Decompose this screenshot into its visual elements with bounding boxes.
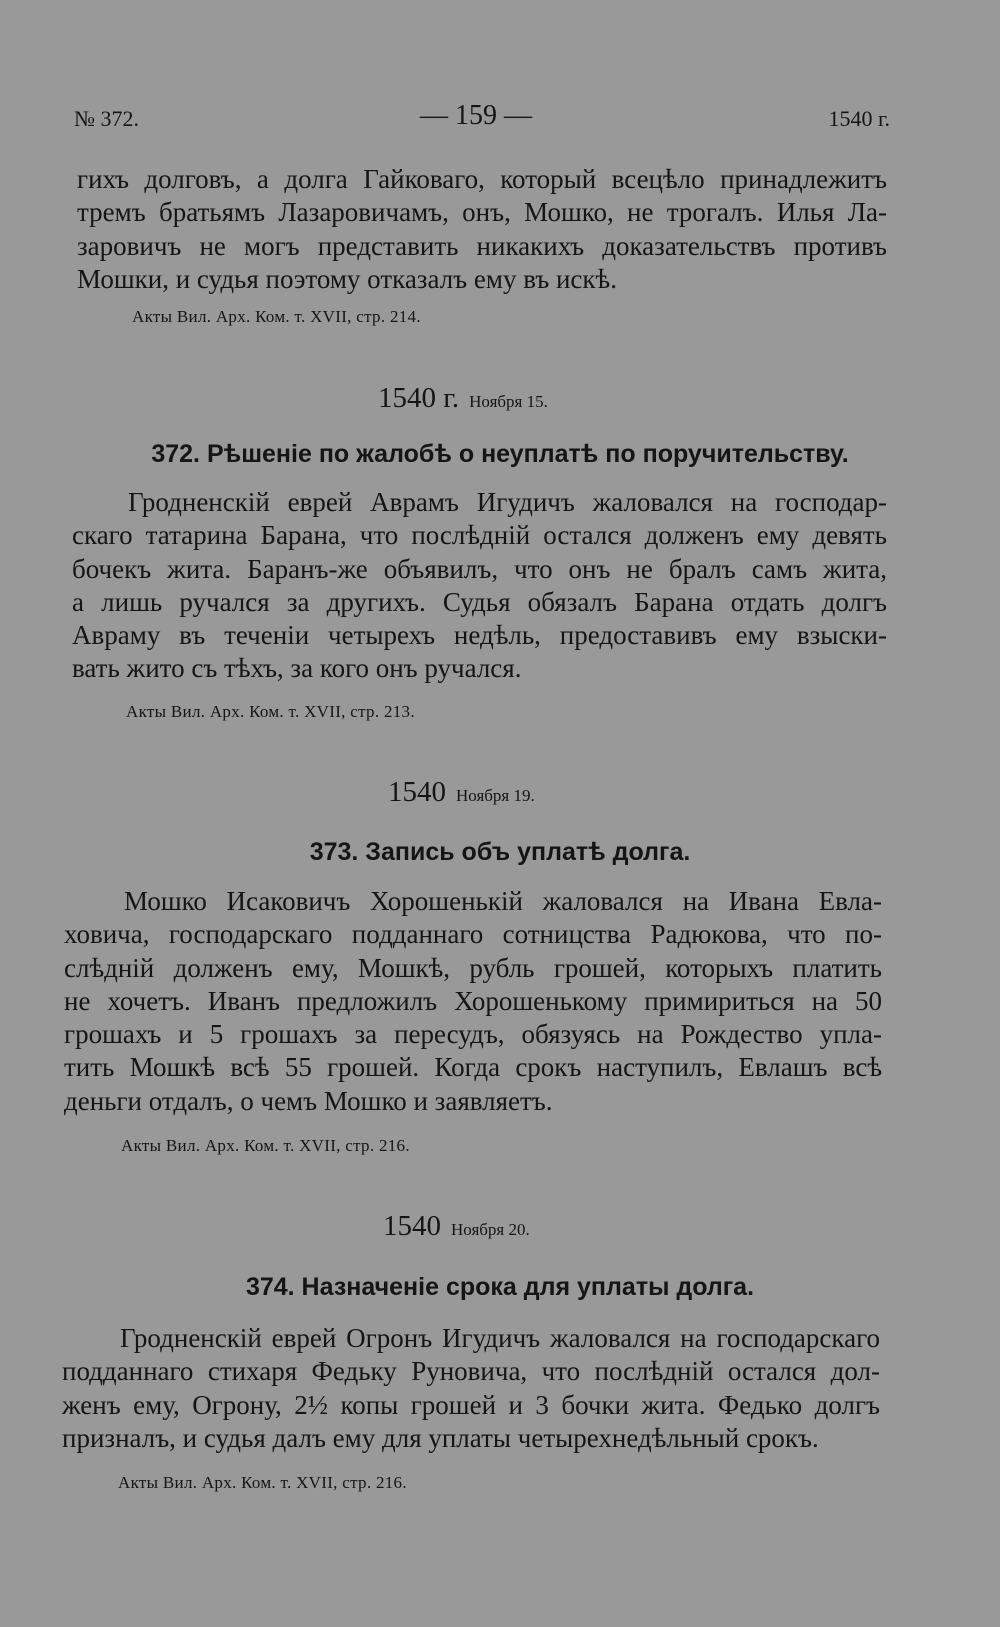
entry-date: [383, 1210, 530, 1243]
text-line: подданнаго стихаря Федьку Руновича, что послѣдній остался дол-: [62, 1356, 880, 1387]
source-citation: Акты Вил. Арх. Ком. т. XVII, стр. 214.: [132, 307, 421, 326]
entry-373-text: [64, 885, 882, 1118]
text-line: бочекъ жита. Баранъ-же объявилъ, что онъ не бралъ самъ жита,: [72, 553, 887, 584]
date-day: Ноября 19.: [456, 786, 535, 805]
text-line: женъ ему, Огрону, 2½ копы грошей и 3 бочки жита. Федько долгъ: [62, 1389, 880, 1420]
entry-374-text: [62, 1322, 880, 1455]
text-line: призналъ, и судья далъ ему для уплаты четырехнедѣльный срокъ.: [62, 1422, 819, 1453]
text-line: скаго татарина Барана, что послѣдній остался долженъ ему девять: [72, 520, 887, 551]
text-line: не хочетъ. Иванъ предложилъ Хорошенькому примириться на 50: [64, 985, 882, 1016]
text-line: Мошки, и судья поэтому отказалъ ему въ искѣ.: [77, 263, 617, 294]
running-year: 1540 г.: [828, 106, 890, 131]
date-year: 1540 г.: [378, 382, 460, 414]
text-line: Мошко Исаковичъ Хорошенькій жаловался на Ивана Евла-: [124, 886, 882, 916]
text-line: Гродненскій еврей Аврамъ Игудичъ жаловался на господар-: [128, 487, 887, 517]
entry-date: [378, 382, 548, 415]
source-citation: Акты Вил. Арх. Ком. т. XVII, стр. 216.: [121, 1136, 410, 1155]
text-line: тремъ братьямъ Лазаровичамъ, онъ, Мошко, не трогалъ. Илья Ла-: [77, 197, 887, 228]
date-year: 1540: [388, 776, 446, 808]
date-day: Ноября 15.: [469, 392, 548, 411]
text-line: гихъ долговъ, а долга Гайковаго, который всецѣло принадлежитъ: [77, 164, 887, 194]
text-line: а лишь ручался за другихъ. Судья обязалъ Барана отдать долгъ: [72, 586, 887, 617]
prev-entry-text: [77, 163, 887, 296]
date-year: 1540: [383, 1210, 441, 1242]
text-line: заровичъ не могъ представить никакихъ доказательствъ противъ: [77, 230, 887, 261]
entry-372-text: [72, 486, 887, 686]
text-line: Авраму въ теченіи четырехъ недѣль, предоставивъ ему взыски-: [72, 620, 887, 651]
entry-heading: 373. Запись объ уплатѣ долга.: [309, 838, 691, 866]
date-day: Ноября 20.: [451, 1220, 530, 1239]
text-line: вать жито съ тѣхъ, за кого онъ ручался.: [72, 653, 522, 684]
text-line: слѣдній долженъ ему, Мошкѣ, рубль грошей, которыхъ платить: [64, 952, 882, 983]
page-number: — 159 —: [420, 100, 532, 131]
entry-date: [388, 776, 535, 809]
source-citation: Акты Вил. Арх. Ком. т. XVII, стр. 216.: [118, 1473, 407, 1492]
text-line: Гродненскій еврей Огронъ Игудичъ жаловался на господарскаго: [120, 1323, 880, 1353]
entry-heading: 372. Рѣшеніе по жалобѣ о неуплатѣ по поручительству.: [151, 440, 849, 468]
text-line: деньги отдалъ, о чемъ Мошко и заявляетъ.: [64, 1085, 553, 1116]
source-citation: Акты Вил. Арх. Ком. т. XVII, стр. 213.: [126, 702, 415, 721]
text-line: ховича, господарскаго подданнаго сотницства Радюкова, что по-: [64, 919, 882, 950]
running-head: [74, 100, 890, 140]
text-line: грошахъ и 5 грошахъ за пересудъ, обязуясь на Рождество упла-: [64, 1019, 882, 1050]
text-line: тить Мошкѣ всѣ 55 грошей. Когда срокъ наступилъ, Евлашъ всѣ: [64, 1052, 882, 1083]
document-number: № 372.: [74, 106, 139, 131]
entry-heading: 374. Назначеніе срока для уплаты долга.: [245, 1273, 755, 1301]
